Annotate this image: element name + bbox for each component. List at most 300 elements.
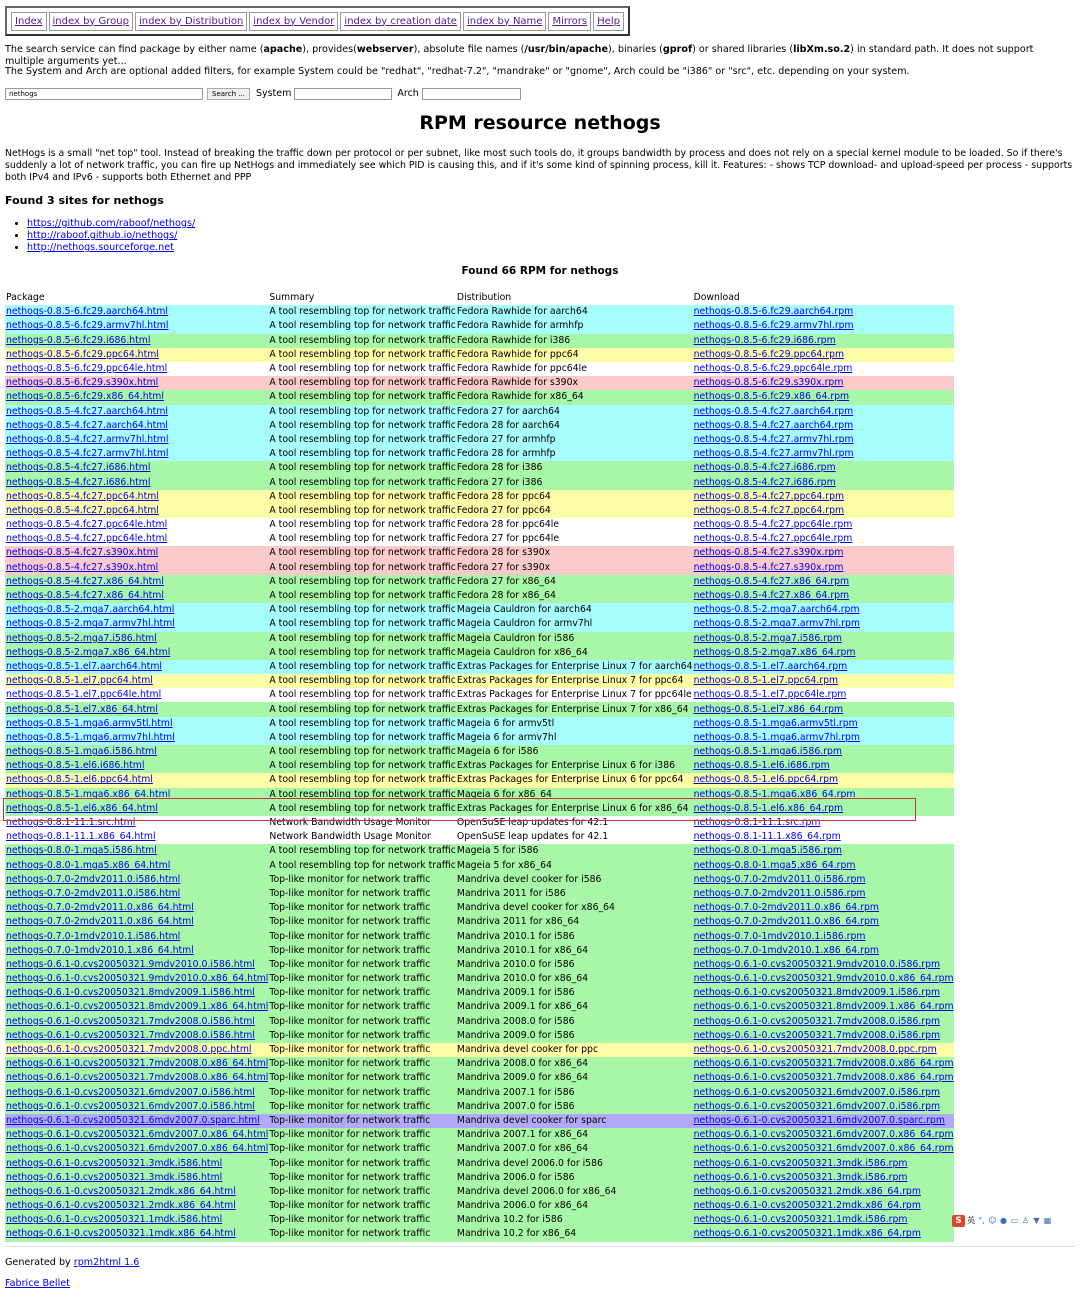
table-row xyxy=(5,915,954,929)
summary-cell xyxy=(268,447,456,461)
nav-link-help[interactable]: Help xyxy=(597,15,620,27)
package-link[interactable]: nethogs-0.8.5-4.fc27.s390x.html xyxy=(6,561,159,573)
distribution-cell xyxy=(456,873,693,887)
emoji-icon[interactable]: ☺ xyxy=(988,1216,997,1225)
summary-text: A tool resembling top for network traffic xyxy=(269,802,456,814)
download-link[interactable]: nethogs-0.8.5-6.fc29.s390x.rpm xyxy=(693,377,844,389)
download-link[interactable]: nethogs-0.6.1-0.cvs20050321.7mdv2008.0.x86_64.rpm xyxy=(693,1072,954,1084)
download-cell xyxy=(693,617,954,631)
summary-text: Top-like monitor for network traffic xyxy=(269,1114,431,1126)
summary-text: Top-like monitor for network traffic xyxy=(269,1143,431,1155)
package-link[interactable]: nethogs-0.8.5-6.fc29.armv7hl.html xyxy=(6,320,169,332)
table-row xyxy=(5,859,954,873)
package-link[interactable]: nethogs-0.6.1-0.cvs20050321.2mdk.x86_64.html xyxy=(6,1185,236,1197)
package-link[interactable]: nethogs-0.8.5-1.el6.i686.html xyxy=(6,760,145,772)
download-cell xyxy=(693,348,954,362)
download-link[interactable]: nethogs-0.8.5-4.fc27.aarch64.rpm xyxy=(693,419,854,431)
package-link[interactable]: nethogs-0.8.5-4.fc27.i686.html xyxy=(6,476,151,488)
table-row xyxy=(5,1156,954,1170)
download-link[interactable]: nethogs-0.8.5-4.fc27.x86_64.rpm xyxy=(693,590,850,602)
package-cell xyxy=(5,929,268,943)
package-link[interactable]: nethogs-0.8.5-4.fc27.armv7hl.html xyxy=(6,433,169,445)
package-link[interactable]: nethogs-0.6.1-0.cvs20050321.6mdv2007.0.x86_64.html xyxy=(6,1129,269,1141)
package-link[interactable]: nethogs-0.8.1-11.1.x86_64.html xyxy=(6,831,156,843)
package-link[interactable]: nethogs-0.6.1-0.cvs20050321.9mdv2010.0.x86_64.html xyxy=(6,973,269,985)
download-link[interactable]: nethogs-0.8.5-2.mga7.i586.rpm xyxy=(693,632,842,644)
package-link[interactable]: nethogs-0.8.5-1.el7.ppc64le.html xyxy=(6,689,162,701)
download-link[interactable]: nethogs-0.8.5-4.fc27.aarch64.rpm xyxy=(693,405,854,417)
download-link[interactable]: nethogs-0.8.5-6.fc29.armv7hl.rpm xyxy=(693,320,854,332)
download-link[interactable]: nethogs-0.8.5-1.el7.ppc64le.rpm xyxy=(693,689,847,701)
distribution-cell xyxy=(456,334,693,348)
summary-cell xyxy=(268,1057,456,1071)
distribution-text: Extras Packages for Enterprise Linux 7 for aarch64 xyxy=(456,660,693,672)
package-cell xyxy=(5,674,268,688)
summary-text: Top-like monitor for network traffic xyxy=(269,1058,431,1070)
package-link[interactable]: nethogs-0.8.5-2.mga7.armv7hl.html xyxy=(6,618,175,630)
site-link[interactable]: http://raboof.github.io/nethogs/ xyxy=(27,230,178,241)
download-cell xyxy=(693,362,954,376)
package-link[interactable]: nethogs-0.6.1-0.cvs20050321.7mdv2008.0.i586.html xyxy=(6,1015,255,1027)
arch-label: Arch xyxy=(397,88,419,99)
download-cell xyxy=(693,660,954,674)
nav-link-name[interactable]: index by Name xyxy=(466,15,543,27)
download-link[interactable]: nethogs-0.8.5-2.mga7.armv7hl.rpm xyxy=(693,618,860,630)
summary-text: A tool resembling top for network traffic xyxy=(269,703,456,715)
download-link[interactable]: nethogs-0.6.1-0.cvs20050321.3mdk.i586.rpm xyxy=(693,1157,908,1169)
download-link[interactable]: nethogs-0.6.1-0.cvs20050321.6mdv2007.0.sparc.rpm xyxy=(693,1114,945,1126)
download-link[interactable]: nethogs-0.8.5-6.fc29.aarch64.rpm xyxy=(693,306,854,318)
download-link[interactable]: nethogs-0.8.5-1.el7.aarch64.rpm xyxy=(693,660,848,672)
summary-text: Top-like monitor for network traffic xyxy=(269,1185,431,1197)
distribution-cell xyxy=(456,1171,693,1185)
package-link[interactable]: nethogs-0.6.1-0.cvs20050321.7mdv2008.0.x86_64.html xyxy=(6,1058,269,1070)
package-cell xyxy=(5,873,268,887)
package-link[interactable]: nethogs-0.8.1-11.1.src.html xyxy=(6,817,136,829)
summary-cell xyxy=(268,1086,456,1100)
summary-cell xyxy=(268,688,456,702)
list-item xyxy=(27,230,195,242)
package-link[interactable]: nethogs-0.7.0-2mdv2011.0.x86_64.html xyxy=(6,902,194,914)
package-link[interactable]: nethogs-0.7.0-2mdv2011.0.x86_64.html xyxy=(6,916,194,928)
package-link[interactable]: nethogs-0.6.1-0.cvs20050321.1mdk.x86_64.html xyxy=(6,1228,236,1240)
package-link[interactable]: nethogs-0.6.1-0.cvs20050321.7mdv2008.0.ppc.html xyxy=(6,1044,252,1056)
author-link[interactable]: Fabrice Bellet xyxy=(5,1278,70,1289)
package-cell xyxy=(5,688,268,702)
distribution-cell xyxy=(456,1114,693,1128)
package-link[interactable]: nethogs-0.8.5-4.fc27.ppc64le.html xyxy=(6,533,168,545)
package-link[interactable]: nethogs-0.8.0-1.mga5.i586.html xyxy=(6,845,157,857)
shirt-icon[interactable]: ▼ xyxy=(1033,1216,1040,1225)
package-link[interactable]: nethogs-0.8.5-1.el7.aarch64.html xyxy=(6,660,162,672)
summary-cell xyxy=(268,1142,456,1156)
package-link[interactable]: nethogs-0.8.5-6.fc29.i686.html xyxy=(6,334,151,346)
table-row xyxy=(5,1114,954,1128)
summary-text: Top-like monitor for network traffic xyxy=(269,1015,431,1027)
package-cell xyxy=(5,773,268,787)
summary-cell xyxy=(268,660,456,674)
package-cell xyxy=(5,405,268,419)
nav-link-mirrors[interactable]: Mirrors xyxy=(552,15,588,27)
download-link[interactable]: nethogs-0.6.1-0.cvs20050321.6mdv2007.0.x86_64.rpm xyxy=(693,1129,954,1141)
download-link[interactable]: nethogs-0.8.5-2.mga7.aarch64.rpm xyxy=(693,604,860,616)
distribution-text: Fedora 28 for aarch64 xyxy=(456,419,560,431)
download-cell xyxy=(693,1071,954,1085)
distribution-text: Fedora 28 for s390x xyxy=(456,547,551,559)
summary-cell xyxy=(268,1000,456,1014)
download-link[interactable]: nethogs-0.7.0-2mdv2011.0.x86_64.rpm xyxy=(693,902,879,914)
download-cell xyxy=(693,603,954,617)
table-row xyxy=(5,362,954,376)
download-cell xyxy=(693,561,954,575)
intro-text: ), provides( xyxy=(302,44,357,55)
package-link[interactable]: nethogs-0.8.5-4.fc27.aarch64.html xyxy=(6,419,168,431)
mic-icon[interactable]: ● xyxy=(1000,1216,1007,1225)
package-link[interactable]: nethogs-0.8.5-2.mga7.x86_64.html xyxy=(6,646,171,658)
package-link[interactable]: nethogs-0.8.5-4.fc27.x86_64.html xyxy=(6,590,164,602)
distribution-cell xyxy=(456,390,693,404)
summary-cell xyxy=(268,334,456,348)
package-link[interactable]: nethogs-0.6.1-0.cvs20050321.1mdk.i586.html xyxy=(6,1214,223,1226)
distribution-text: Mandriva 2008.0 for i586 xyxy=(456,1015,575,1027)
download-link[interactable]: nethogs-0.6.1-0.cvs20050321.8mdv2009.1.i586.rpm xyxy=(693,987,941,999)
package-link[interactable]: nethogs-0.6.1-0.cvs20050321.7mdv2008.0.x86_64.html xyxy=(6,1072,269,1084)
download-link[interactable]: nethogs-0.6.1-0.cvs20050321.2mdk.x86_64.rpm xyxy=(693,1200,921,1212)
package-link[interactable]: nethogs-0.8.5-1.mga6.armv7hl.html xyxy=(6,731,175,743)
intro-example: /usr/bin/apache xyxy=(524,44,609,55)
package-cell xyxy=(5,986,268,1000)
generated-by-label: Generated by xyxy=(5,1257,74,1268)
summary-text: A tool resembling top for network traffic xyxy=(269,731,456,743)
download-link[interactable]: nethogs-0.8.5-4.fc27.ppc64.rpm xyxy=(693,490,845,502)
download-link[interactable]: nethogs-0.8.5-1.el7.ppc64.rpm xyxy=(693,675,839,687)
summary-cell xyxy=(268,1213,456,1227)
download-link[interactable]: nethogs-0.6.1-0.cvs20050321.9mdv2010.0.i586.rpm xyxy=(693,958,941,970)
package-link[interactable]: nethogs-0.6.1-0.cvs20050321.7mdv2008.0.i586.html xyxy=(6,1029,255,1041)
package-link[interactable]: nethogs-0.8.5-1.el7.ppc64.html xyxy=(6,675,153,687)
package-cell xyxy=(5,1000,268,1014)
download-link[interactable]: nethogs-0.6.1-0.cvs20050321.9mdv2010.0.x86_64.rpm xyxy=(693,973,954,985)
download-link[interactable]: nethogs-0.8.5-4.fc27.s390x.rpm xyxy=(693,561,844,573)
distribution-cell xyxy=(456,660,693,674)
package-link[interactable]: nethogs-0.7.0-2mdv2011.0.i586.html xyxy=(6,887,181,899)
table-row xyxy=(5,575,954,589)
package-cell xyxy=(5,419,268,433)
package-link[interactable]: nethogs-0.6.1-0.cvs20050321.3mdk.i586.html xyxy=(6,1171,223,1183)
download-cell xyxy=(693,702,954,716)
package-link[interactable]: nethogs-0.7.0-1mdv2010.1.i586.html xyxy=(6,930,181,942)
table-row xyxy=(5,348,954,362)
table-row xyxy=(5,1015,954,1029)
system-label: System xyxy=(255,88,292,99)
download-link[interactable]: nethogs-0.6.1-0.cvs20050321.6mdv2007.0.i586.rpm xyxy=(693,1086,941,1098)
summary-cell xyxy=(268,873,456,887)
download-cell xyxy=(693,745,954,759)
download-cell xyxy=(693,575,954,589)
package-cell xyxy=(5,1227,268,1241)
distribution-cell xyxy=(456,305,693,319)
summary-text: Top-like monitor for network traffic xyxy=(269,1157,431,1169)
download-link[interactable]: nethogs-0.6.1-0.cvs20050321.7mdv2008.0.ppc.rpm xyxy=(693,1044,937,1056)
package-link[interactable]: nethogs-0.8.5-6.fc29.x86_64.html xyxy=(6,391,164,403)
distribution-text: Mandriva devel cooker for ppc xyxy=(456,1044,599,1056)
intro-example: apache xyxy=(263,44,303,55)
arch-input[interactable] xyxy=(422,88,521,100)
table-row xyxy=(5,702,954,716)
summary-cell xyxy=(268,617,456,631)
distribution-cell xyxy=(456,632,693,646)
package-link[interactable]: nethogs-0.8.0-1.mga5.x86_64.html xyxy=(6,859,171,871)
download-link[interactable]: nethogs-0.6.1-0.cvs20050321.1mdk.i586.rpm xyxy=(693,1214,908,1226)
distribution-cell xyxy=(456,504,693,518)
table-row xyxy=(5,717,954,731)
package-link[interactable]: nethogs-0.8.5-6.fc29.ppc64le.html xyxy=(6,363,168,375)
distribution-text: Mageia Cauldron for armv7hl xyxy=(456,618,593,630)
download-link[interactable]: nethogs-0.8.0-1.mga5.x86_64.rpm xyxy=(693,859,856,871)
download-cell xyxy=(693,490,954,504)
package-link[interactable]: nethogs-0.6.1-0.cvs20050321.6mdv2007.0.x86_64.html xyxy=(6,1143,269,1155)
distribution-text: Fedora 28 for x86_64 xyxy=(456,590,556,602)
package-link[interactable]: nethogs-0.8.5-4.fc27.x86_64.html xyxy=(6,575,164,587)
summary-text: Network Bandwidth Usage Monitor xyxy=(269,831,431,843)
summary-text: A tool resembling top for network traffic xyxy=(269,845,456,857)
summary-text: A tool resembling top for network traffic xyxy=(269,561,456,573)
download-link[interactable]: nethogs-0.6.1-0.cvs20050321.6mdv2007.0.x86_64.rpm xyxy=(693,1143,954,1155)
download-cell xyxy=(693,688,954,702)
summary-text: Top-like monitor for network traffic xyxy=(269,944,431,956)
download-link[interactable]: nethogs-0.8.5-1.el6.i686.rpm xyxy=(693,760,830,772)
download-cell xyxy=(693,717,954,731)
download-link[interactable]: nethogs-0.8.5-1.mga6.armv5tl.rpm xyxy=(693,717,858,729)
table-row xyxy=(5,1057,954,1071)
system-input[interactable] xyxy=(294,88,392,100)
download-link[interactable]: nethogs-0.6.1-0.cvs20050321.7mdv2008.0.i586.rpm xyxy=(693,1029,941,1041)
download-link[interactable]: nethogs-0.6.1-0.cvs20050321.8mdv2009.1.x86_64.rpm xyxy=(693,1001,954,1013)
package-cell xyxy=(5,859,268,873)
author xyxy=(5,1278,70,1290)
summary-text: A tool resembling top for network traffic xyxy=(269,547,456,559)
package-cell xyxy=(5,376,268,390)
package-link[interactable]: nethogs-0.6.1-0.cvs20050321.2mdk.x86_64.html xyxy=(6,1200,236,1212)
table-row xyxy=(5,447,954,461)
distribution-text: Mandriva 2009.1 for i586 xyxy=(456,987,575,999)
package-link[interactable]: nethogs-0.6.1-0.cvs20050321.9mdv2010.0.i586.html xyxy=(6,958,255,970)
distribution-cell xyxy=(456,1029,693,1043)
intro-text: ), absolute file names ( xyxy=(413,44,525,55)
download-link[interactable]: nethogs-0.6.1-0.cvs20050321.7mdv2008.0.i586.rpm xyxy=(693,1015,941,1027)
summary-cell xyxy=(268,944,456,958)
table-row xyxy=(5,305,954,319)
distribution-cell xyxy=(456,319,693,333)
summary-cell xyxy=(268,674,456,688)
download-cell xyxy=(693,1199,954,1213)
download-link[interactable]: nethogs-0.7.0-1mdv2010.1.i586.rpm xyxy=(693,930,866,942)
download-link[interactable]: nethogs-0.7.0-2mdv2011.0.i586.rpm xyxy=(693,887,866,899)
summary-cell xyxy=(268,518,456,532)
nav-link-creation-date[interactable]: index by creation date xyxy=(344,15,457,27)
download-link[interactable]: nethogs-0.8.5-1.mga6.x86_64.rpm xyxy=(693,788,856,800)
package-link[interactable]: nethogs-0.7.0-2mdv2011.0.i586.html xyxy=(6,873,181,885)
package-cell xyxy=(5,575,268,589)
summary-text: Top-like monitor for network traffic xyxy=(269,930,431,942)
package-link[interactable]: nethogs-0.6.1-0.cvs20050321.3mdk.i586.html xyxy=(6,1157,223,1169)
download-link[interactable]: nethogs-0.8.0-1.mga5.i586.rpm xyxy=(693,845,842,857)
distribution-text: Fedora Rawhide for aarch64 xyxy=(456,306,588,318)
distribution-cell xyxy=(456,1086,693,1100)
summary-cell xyxy=(268,575,456,589)
package-link[interactable]: nethogs-0.8.5-2.mga7.aarch64.html xyxy=(6,604,175,616)
table-row xyxy=(5,632,954,646)
package-link[interactable]: nethogs-0.6.1-0.cvs20050321.6mdv2007.0.i586.html xyxy=(6,1086,255,1098)
table-row xyxy=(5,646,954,660)
distribution-text: Mandriva 2011 for i586 xyxy=(456,887,566,899)
distribution-cell xyxy=(456,1000,693,1014)
package-link[interactable]: nethogs-0.8.5-4.fc27.ppc64.html xyxy=(6,490,159,502)
package-cell xyxy=(5,1015,268,1029)
distribution-text: Fedora 28 for ppc64le xyxy=(456,519,560,531)
download-link[interactable]: nethogs-0.8.5-1.mga6.i586.rpm xyxy=(693,746,842,758)
summary-cell xyxy=(268,1199,456,1213)
download-link[interactable]: nethogs-0.7.0-2mdv2011.0.i586.rpm xyxy=(693,873,866,885)
download-link[interactable]: nethogs-0.8.5-4.fc27.i686.rpm xyxy=(693,476,836,488)
package-link[interactable]: nethogs-0.8.5-1.el6.x86_64.html xyxy=(6,802,158,814)
download-link[interactable]: nethogs-0.8.5-4.fc27.armv7hl.rpm xyxy=(693,448,854,460)
download-link[interactable]: nethogs-0.7.0-2mdv2011.0.x86_64.rpm xyxy=(693,916,879,928)
nav-cell-index xyxy=(11,12,47,31)
download-link[interactable]: nethogs-0.8.5-4.fc27.ppc64.rpm xyxy=(693,504,845,516)
package-link[interactable]: nethogs-0.6.1-0.cvs20050321.6mdv2007.0.sparc.html xyxy=(6,1114,260,1126)
download-link[interactable]: nethogs-0.8.5-1.el6.ppc64.rpm xyxy=(693,774,839,786)
summary-text: A tool resembling top for network traffic xyxy=(269,675,456,687)
package-cell xyxy=(5,660,268,674)
site-link[interactable]: http://nethogs.sourceforge.net xyxy=(27,242,174,253)
download-cell xyxy=(693,546,954,560)
site-link[interactable]: https://github.com/raboof/nethogs/ xyxy=(27,218,196,229)
package-link[interactable]: nethogs-0.8.5-4.fc27.i686.html xyxy=(6,462,151,474)
download-link[interactable]: nethogs-0.6.1-0.cvs20050321.1mdk.x86_64.rpm xyxy=(693,1228,921,1240)
distribution-cell xyxy=(456,1015,693,1029)
package-link[interactable]: nethogs-0.8.5-4.fc27.s390x.html xyxy=(6,547,159,559)
download-cell xyxy=(693,958,954,972)
distribution-text: Mageia 5 for i586 xyxy=(456,845,539,857)
package-cell xyxy=(5,887,268,901)
distribution-text: Mageia 5 for x86_64 xyxy=(456,859,552,871)
table-row xyxy=(5,1100,954,1114)
distribution-text: Mageia 6 for armv5tl xyxy=(456,717,555,729)
summary-text: A tool resembling top for network traffic xyxy=(269,363,456,375)
package-link[interactable]: nethogs-0.6.1-0.cvs20050321.8mdv2009.1.x86_64.html xyxy=(6,1001,269,1013)
package-link[interactable]: nethogs-0.8.5-4.fc27.armv7hl.html xyxy=(6,448,169,460)
download-link[interactable]: nethogs-0.8.5-6.fc29.x86_64.rpm xyxy=(693,391,850,403)
nav-link-index[interactable]: Index xyxy=(15,15,43,27)
download-link[interactable]: nethogs-0.8.5-4.fc27.x86_64.rpm xyxy=(693,575,850,587)
package-link[interactable]: nethogs-0.6.1-0.cvs20050321.6mdv2007.0.i586.html xyxy=(6,1100,255,1112)
download-link[interactable]: nethogs-0.8.5-1.el7.x86_64.rpm xyxy=(693,703,844,715)
package-link[interactable]: nethogs-0.7.0-1mdv2010.1.x86_64.html xyxy=(6,944,194,956)
package-link[interactable]: nethogs-0.8.5-1.mga6.armv5tl.html xyxy=(6,717,173,729)
ime-language-toggle[interactable]: 英 xyxy=(967,1216,975,1225)
summary-cell xyxy=(268,390,456,404)
summary-cell xyxy=(268,859,456,873)
package-link[interactable]: nethogs-0.8.5-6.fc29.aarch64.html xyxy=(6,306,168,318)
distribution-text: Fedora 27 for i386 xyxy=(456,476,543,488)
table-row xyxy=(5,490,954,504)
user-icon[interactable]: ♙ xyxy=(1021,1216,1030,1225)
nav-cell-distribution xyxy=(135,12,247,31)
keyboard-icon[interactable]: ▭ xyxy=(1010,1216,1019,1225)
download-link[interactable]: nethogs-0.6.1-0.cvs20050321.2mdk.x86_64.rpm xyxy=(693,1185,921,1197)
download-cell xyxy=(693,972,954,986)
distribution-cell xyxy=(456,887,693,901)
summary-cell xyxy=(268,603,456,617)
package-link[interactable]: nethogs-0.8.5-1.el7.x86_64.html xyxy=(6,703,158,715)
package-link[interactable]: nethogs-0.8.5-4.fc27.aarch64.html xyxy=(6,405,168,417)
search-input[interactable]: nethogs xyxy=(5,88,203,100)
download-link[interactable]: nethogs-0.8.1-11.1.src.rpm xyxy=(693,817,821,829)
download-link[interactable]: nethogs-0.8.5-4.fc27.s390x.rpm xyxy=(693,547,844,559)
summary-cell xyxy=(268,1171,456,1185)
package-cell xyxy=(5,561,268,575)
package-link[interactable]: nethogs-0.8.5-6.fc29.s390x.html xyxy=(6,377,159,389)
package-link[interactable]: nethogs-0.8.5-1.mga6.i586.html xyxy=(6,746,157,758)
download-link[interactable]: nethogs-0.6.1-0.cvs20050321.6mdv2007.0.i586.rpm xyxy=(693,1100,941,1112)
download-link[interactable]: nethogs-0.8.5-4.fc27.ppc64le.rpm xyxy=(693,519,853,531)
punct-icon[interactable]: °, xyxy=(978,1216,985,1225)
table-row xyxy=(5,1142,954,1156)
ime-logo-icon[interactable]: S xyxy=(952,1215,965,1227)
package-cell xyxy=(5,362,268,376)
download-link[interactable]: nethogs-0.8.5-2.mga7.x86_64.rpm xyxy=(693,646,856,658)
package-link[interactable]: nethogs-0.8.5-1.mga6.x86_64.html xyxy=(6,788,171,800)
grid-icon[interactable]: ▦ xyxy=(1043,1216,1052,1225)
download-cell xyxy=(693,929,954,943)
download-link[interactable]: nethogs-0.8.5-4.fc27.i686.rpm xyxy=(693,462,836,474)
download-cell xyxy=(693,887,954,901)
summary-text: Top-like monitor for network traffic xyxy=(269,887,431,899)
download-link[interactable]: nethogs-0.8.5-4.fc27.ppc64le.rpm xyxy=(693,533,853,545)
download-link[interactable]: nethogs-0.8.5-6.fc29.ppc64.rpm xyxy=(693,348,845,360)
nav-link-distribution[interactable]: index by Distribution xyxy=(138,15,244,27)
distribution-cell xyxy=(456,1199,693,1213)
download-link[interactable]: nethogs-0.8.5-4.fc27.armv7hl.rpm xyxy=(693,433,854,445)
package-link[interactable]: nethogs-0.8.5-4.fc27.ppc64.html xyxy=(6,504,159,516)
summary-cell xyxy=(268,1114,456,1128)
search-button[interactable]: Search ... xyxy=(207,88,250,100)
download-link[interactable]: nethogs-0.8.5-6.fc29.ppc64le.rpm xyxy=(693,363,853,375)
download-link[interactable]: nethogs-0.6.1-0.cvs20050321.7mdv2008.0.x86_64.rpm xyxy=(693,1058,954,1070)
download-link[interactable]: nethogs-0.8.1-11.1.x86_64.rpm xyxy=(693,831,841,843)
package-link[interactable]: nethogs-0.8.5-1.el6.ppc64.html xyxy=(6,774,153,786)
table-row xyxy=(5,1199,954,1213)
download-link[interactable]: nethogs-0.6.1-0.cvs20050321.3mdk.i586.rpm xyxy=(693,1171,908,1183)
download-link[interactable]: nethogs-0.8.5-6.fc29.i686.rpm xyxy=(693,334,836,346)
package-link[interactable]: nethogs-0.8.5-4.fc27.ppc64le.html xyxy=(6,519,168,531)
nav-link-group[interactable]: index by Group xyxy=(52,15,129,27)
summary-cell xyxy=(268,305,456,319)
download-link[interactable]: nethogs-0.8.5-1.mga6.armv7hl.rpm xyxy=(693,731,860,743)
generator-link[interactable]: rpm2html 1.6 xyxy=(73,1257,140,1268)
intro-text: ) in standard path. It does not support multiple arguments yet... xyxy=(5,44,1034,67)
nav-link-vendor[interactable]: index by Vendor xyxy=(253,15,335,27)
package-link[interactable]: nethogs-0.8.5-2.mga7.i586.html xyxy=(6,632,157,644)
download-cell xyxy=(693,1057,954,1071)
package-cell xyxy=(5,461,268,475)
package-link[interactable]: nethogs-0.6.1-0.cvs20050321.8mdv2009.1.i586.html xyxy=(6,987,255,999)
table-row xyxy=(5,873,954,887)
download-link[interactable]: nethogs-0.8.5-1.el6.x86_64.rpm xyxy=(693,802,844,814)
download-link[interactable]: nethogs-0.7.0-1mdv2010.1.x86_64.rpm xyxy=(693,944,879,956)
package-link[interactable]: nethogs-0.8.5-6.fc29.ppc64.html xyxy=(6,348,159,360)
